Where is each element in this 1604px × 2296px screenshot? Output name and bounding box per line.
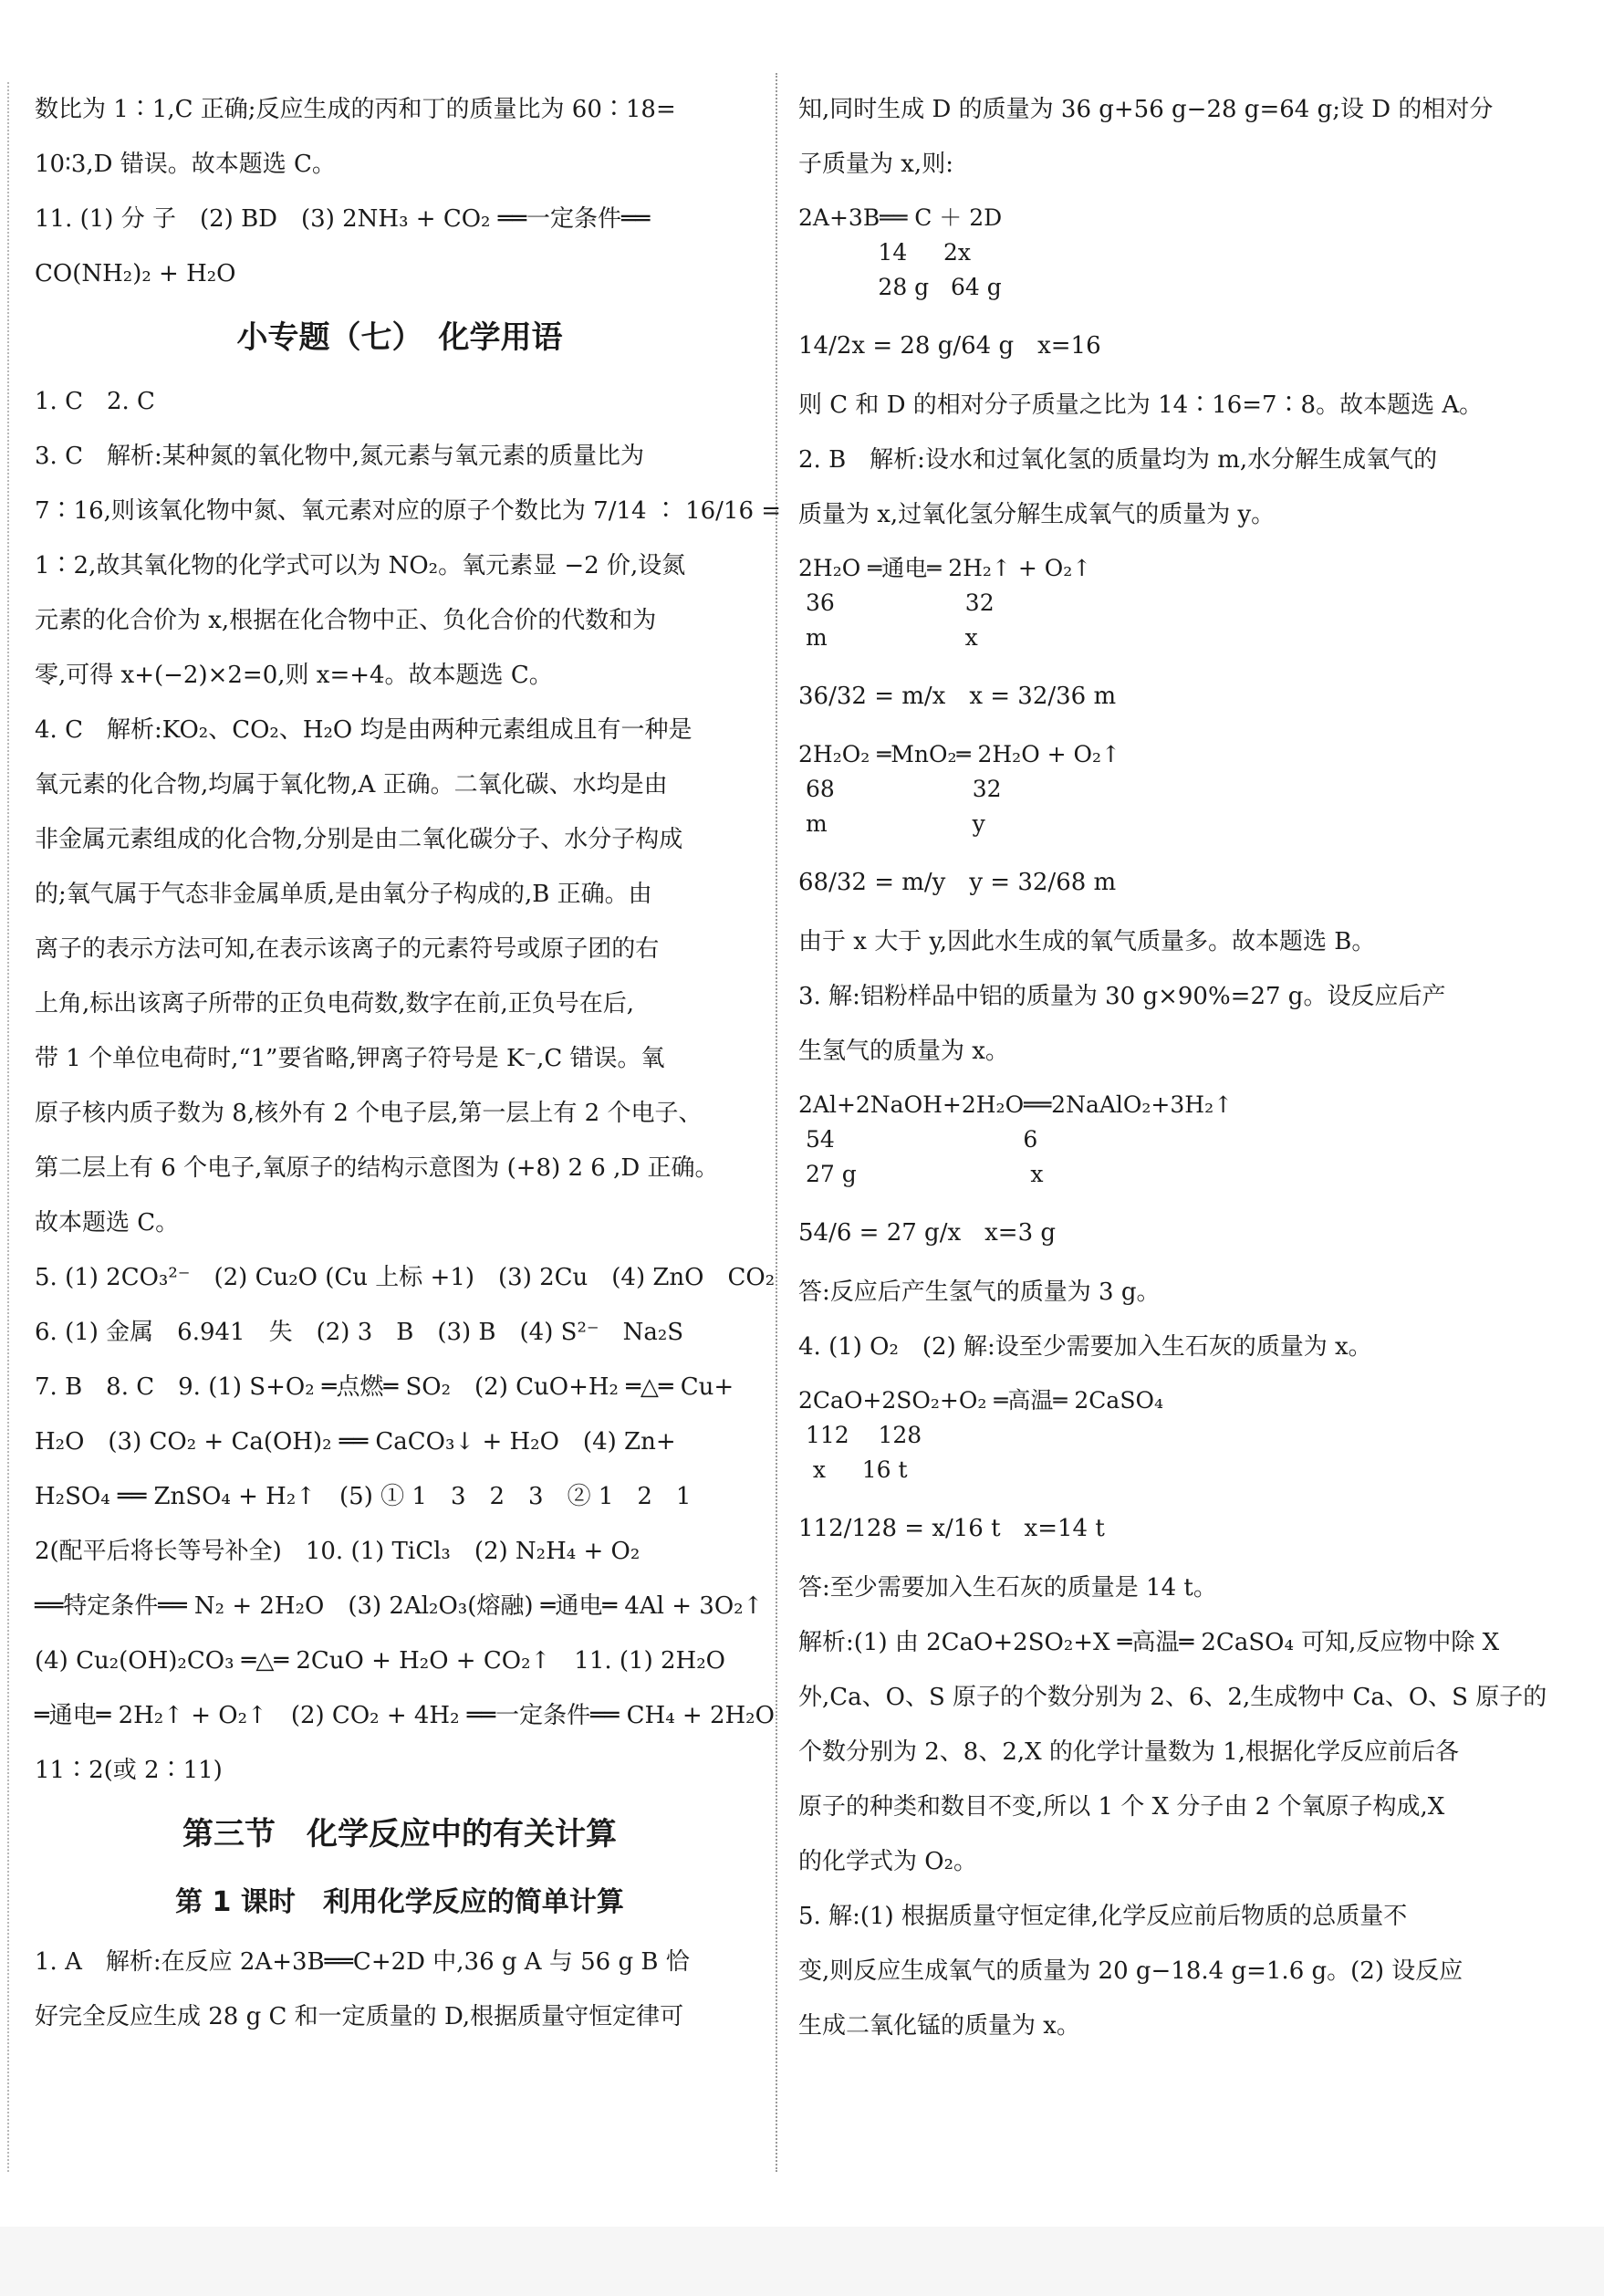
equation-block: 2H₂O ═通电═ 2H₂↑ + O₂↑ 36 32 m x — [798, 555, 1092, 651]
text-line: 3. 解:铝粉样品中铝的质量为 30 g×90%=27 g。设反应后产 — [798, 983, 1446, 1010]
text-line: 故本题选 C。 — [35, 1209, 180, 1237]
left-margin-dots — [7, 82, 9, 2172]
text-line: 生氢气的质量为 x。 — [798, 1038, 1009, 1065]
equation-block: 2Al+2NaOH+2H₂O══2NaAlO₂+3H₂↑ 54 6 27 g x — [798, 1091, 1234, 1187]
text-line: 质量为 x,过氧化氢分解生成氧气的质量为 y。 — [798, 501, 1276, 528]
text-line: 带 1 个单位电荷时,“1”要省略,钾离子符号是 K⁻,C 错误。氧 — [35, 1045, 665, 1072]
text-line: 11. (1) 分 子 (2) BD (3) 2NH₃ + CO₂ ══一定条件══ — [35, 205, 651, 233]
text-line: 变,则反应生成氧气的质量为 20 g−18.4 g=1.6 g。(2) 设反应 — [798, 1957, 1463, 1985]
text-line: 4. (1) O₂ (2) 解:设至少需要加入生石灰的质量为 x。 — [798, 1333, 1372, 1361]
text-line: 第二层上有 6 个电子,氧原子的结构示意图为 (+8) 2 6 ,D 正确。 — [35, 1154, 719, 1182]
page-bottom-band — [0, 2227, 1604, 2296]
text-line: 1. C 2. C — [35, 388, 155, 415]
text-line: 7. B 8. C 9. (1) S+O₂ ═点燃═ SO₂ (2) CuO+H₂ ═△═ Cu+ — [35, 1373, 734, 1401]
lesson-heading: 第 1 课时 利用化学反应的简单计算 — [175, 1886, 624, 1918]
text-line: 7∶16,则该氧化物中氮、氧元素对应的原子个数比为 7/14 ∶ 16/16 = — [35, 497, 782, 525]
text-line: 知,同时生成 D 的质量为 36 g+56 g−28 g=64 g;设 D 的相对分 — [798, 96, 1494, 123]
text-line: 3. C 解析:某种氮的氧化物中,氮元素与氧元素的质量比为 — [35, 443, 644, 470]
section-heading: 小专题（七） 化学用语 — [236, 319, 563, 356]
text-line: 数比为 1∶1,C 正确;反应生成的丙和丁的质量比为 60∶18= — [35, 96, 676, 123]
proportion-line: 112/128 = x/16 t x=14 t — [798, 1515, 1105, 1542]
text-line: 答:至少需要加入生石灰的质量是 14 t。 — [798, 1574, 1217, 1602]
text-line: 非金属元素组成的化合物,分别是由二氧化碳分子、水分子构成 — [35, 826, 683, 853]
right-column — [798, 82, 1547, 2053]
text-line: 1∶2,故其氧化物的化学式可以为 NO₂。氧元素显 −2 价,设氮 — [35, 552, 686, 579]
proportion-line: 54/6 = 27 g/x x=3 g — [798, 1219, 1057, 1247]
chapter-heading: 第三节 化学反应中的有关计算 — [182, 1816, 617, 1852]
text-line: 元素的化合价为 x,根据在化合物中正、负化合价的代数和为 — [35, 607, 657, 634]
equation-block: 2CaO+2SO₂+O₂ ═高温═ 2CaSO₄ 112 128 x 16 t — [798, 1387, 1163, 1483]
equation-block: 2H₂O₂ ═MnO₂═ 2H₂O + O₂↑ 68 32 m y — [798, 741, 1120, 837]
equation-block: 2A+3B══ C ＋ 2D 14 2x 28 g 64 g — [798, 204, 1003, 300]
text-line: 10∶3,D 错误。故本题选 C。 — [35, 151, 336, 178]
text-line: 4. C 解析:KO₂、CO₂、H₂O 均是由两种元素组成且有一种是 — [35, 716, 693, 744]
text-line: 则 C 和 D 的相对分子质量之比为 14∶16=7∶8。故本题选 A。 — [798, 391, 1484, 419]
text-line: 生成二氧化锰的质量为 x。 — [798, 2012, 1080, 2040]
text-line: 解析:(1) 由 2CaO+2SO₂+X ═高温═ 2CaSO₄ 可知,反应物中除 X — [798, 1629, 1500, 1656]
text-line: 2. B 解析:设水和过氧化氢的质量均为 m,水分解生成氧气的 — [798, 446, 1438, 474]
text-line: 5. 解:(1) 根据质量守恒定律,化学反应前后物质的总质量不 — [798, 1903, 1408, 1930]
text-line: 上角,标出该离子所带的正负电荷数,数字在前,正负号在后, — [35, 990, 635, 1018]
text-line: 答:反应后产生氢气的质量为 3 g。 — [798, 1278, 1161, 1306]
text-line: 子质量为 x,则: — [798, 151, 953, 178]
text-line: 的;氧气属于气态非金属单质,是由氧分子构成的,B 正确。由 — [35, 881, 652, 908]
text-line: 6. (1) 金属 6.941 失 (2) 3 B (3) B (4) S²⁻ Na₂S — [35, 1319, 684, 1346]
text-line: ═通电═ 2H₂↑ + O₂↑ (2) CO₂ + 4H₂ ══一定条件══ CH₄ + 2H₂O — [35, 1702, 775, 1729]
text-line: CO(NH₂)₂ + H₂O — [35, 260, 236, 287]
text-line: 原子的种类和数目不变,所以 1 个 X 分子由 2 个氧原子构成,X — [798, 1793, 1445, 1821]
text-line: 由于 x 大于 y,因此水生成的氧气质量多。故本题选 B。 — [798, 928, 1376, 955]
text-line: 个数分别为 2、8、2,X 的化学计量数为 1,根据化学反应前后各 — [798, 1738, 1460, 1766]
column-divider — [776, 73, 777, 2172]
text-line: 11∶2(或 2∶11) — [35, 1757, 223, 1784]
text-line: H₂O (3) CO₂ + Ca(OH)₂ ══ CaCO₃↓ + H₂O (4) Zn+ — [35, 1428, 676, 1456]
text-line: 5. (1) 2CO₃²⁻ (2) Cu₂O (Cu 上标 +1) (3) 2Cu (4) ZnO CO₂ — [35, 1264, 776, 1291]
text-line: 原子核内质子数为 8,核外有 2 个电子层,第一层上有 2 个电子、 — [35, 1100, 703, 1127]
text-line: 1. A 解析:在反应 2A+3B══C+2D 中,36 g A 与 56 g B 恰 — [35, 1948, 690, 1976]
text-line: 外,Ca、O、S 原子的个数分别为 2、6、2,生成物中 Ca、O、S 原子的 — [798, 1684, 1547, 1711]
text-line: 氧元素的化合物,均属于氧化物,A 正确。二氧化碳、水均是由 — [35, 771, 668, 798]
text-line: 的化学式为 O₂。 — [798, 1848, 978, 1875]
text-line: 2(配平后将长等号补全) 10. (1) TiCl₃ (2) N₂H₄ + O₂ — [35, 1538, 641, 1565]
text-line: 好完全反应生成 28 g C 和一定质量的 D,根据质量守恒定律可 — [35, 2003, 684, 2030]
text-line: 离子的表示方法可知,在表示该离子的元素符号或原子团的右 — [35, 935, 660, 963]
text-line: (4) Cu₂(OH)₂CO₃ ═△═ 2CuO + H₂O + CO₂↑ 11. (1) 2H₂O — [35, 1647, 725, 1675]
proportion-line: 68/32 = m/y y = 32/68 m — [798, 869, 1117, 896]
proportion-line: 36/32 = m/x x = 32/36 m — [798, 683, 1117, 710]
proportion-line: 14/2x = 28 g/64 g x=16 — [798, 332, 1101, 360]
left-column — [35, 82, 782, 2044]
text-line: 零,可得 x+(−2)×2=0,则 x=+4。故本题选 C。 — [35, 662, 553, 689]
text-line: H₂SO₄ ══ ZnSO₄ + H₂↑ (5) ① 1 3 2 3 ② 1 2 1 — [35, 1483, 692, 1510]
text-line: ══特定条件══ N₂ + 2H₂O (3) 2Al₂O₃(熔融) ═通电═ 4Al + 3O₂↑ — [35, 1592, 764, 1620]
